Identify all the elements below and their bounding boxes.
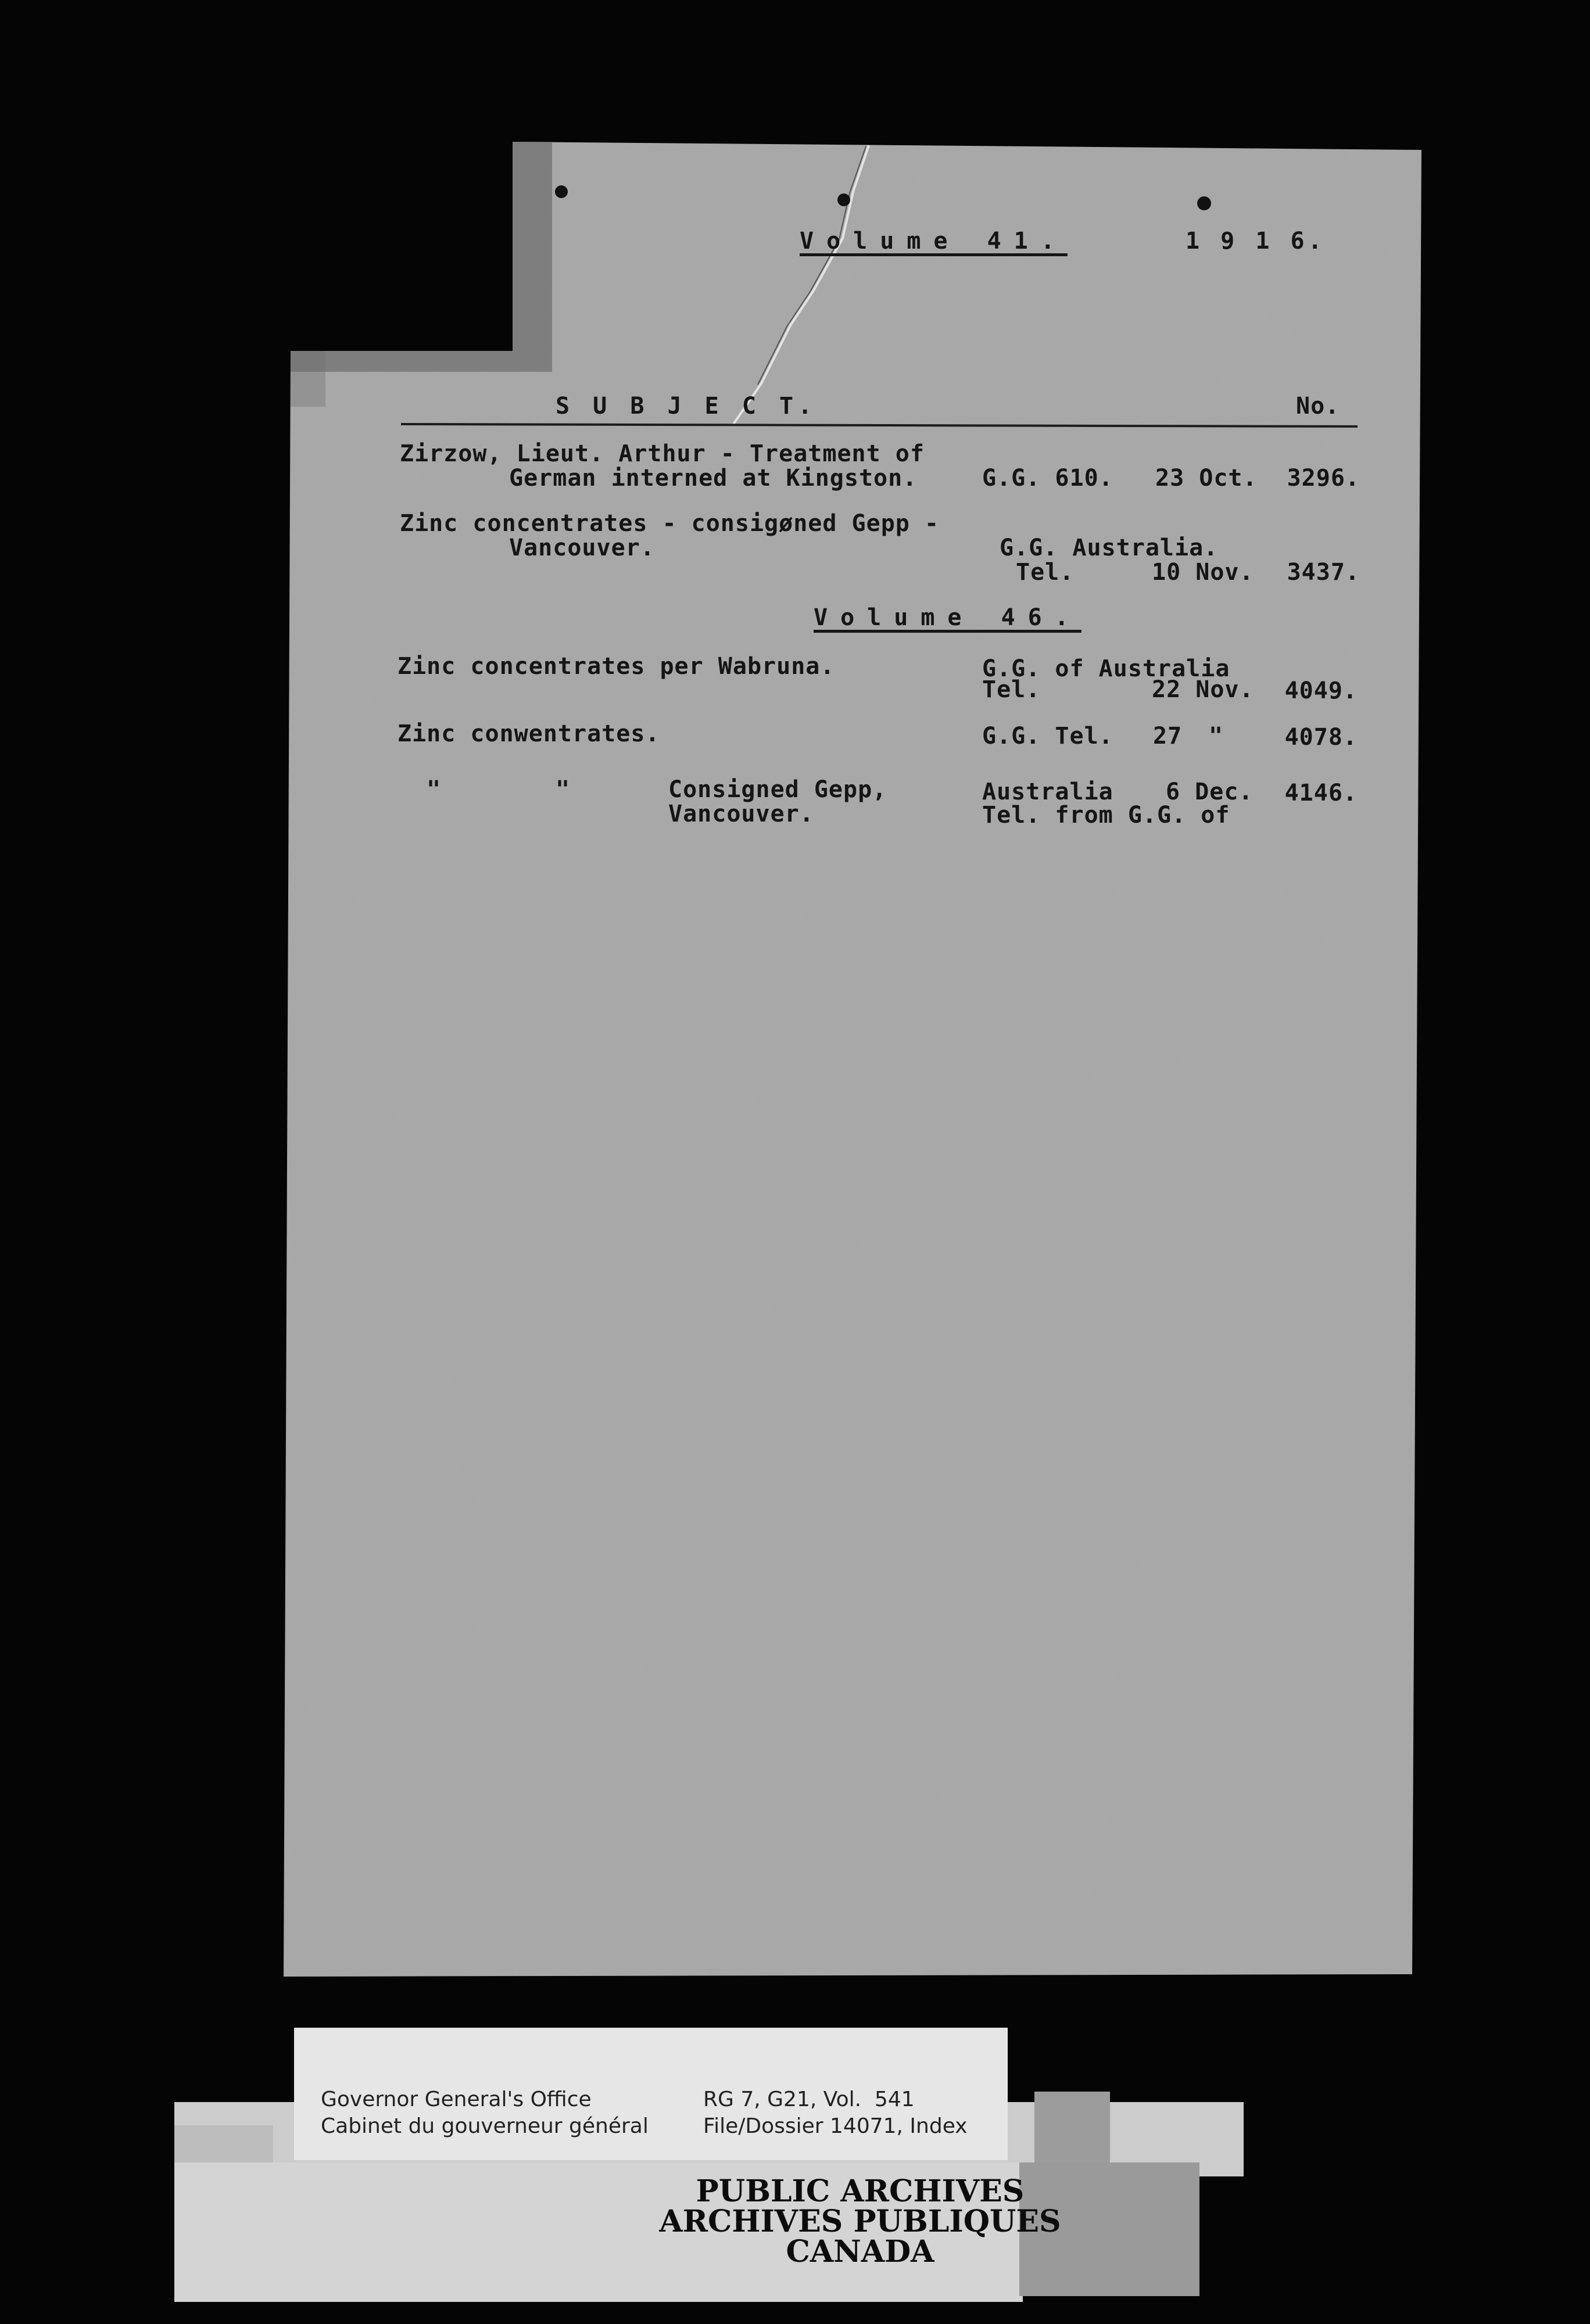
volume-heading: Volume 41.	[800, 228, 1068, 254]
entry-source: G.G. of Australia	[982, 655, 1230, 682]
entry-source-continued: Tel.	[1016, 559, 1075, 586]
entry-subject-continued: Vancouver.	[668, 801, 814, 827]
archive-reference: RG 7, G21, Vol. 541	[703, 2088, 915, 2111]
entry-number: 3296.	[1287, 465, 1360, 492]
entry-source: Australia	[982, 779, 1113, 805]
entry-number: 4049.	[1284, 677, 1358, 704]
stamp-line-3: CANADA	[786, 2234, 934, 2269]
entry-source-continued: Tel.	[982, 676, 1041, 703]
entry-subject-continued: German interned at Kingston.	[509, 465, 918, 492]
entry-subject: Zinc concentrates - consigøned Gepp -	[400, 510, 940, 537]
entry-number: 4078.	[1284, 724, 1358, 751]
entry-date: 27	[1153, 723, 1183, 749]
entry-number: 3437.	[1287, 559, 1360, 586]
number-column-header: No.	[1296, 393, 1340, 419]
entry-number: 4146.	[1284, 780, 1358, 806]
entry-source: G.G. Tel.	[982, 723, 1113, 749]
entry-date: 23 Oct.	[1155, 465, 1258, 492]
volume-heading-2: Volume 46.	[814, 604, 1082, 631]
ditto-mark: "	[556, 776, 571, 803]
stamp-line-2: ARCHIVES PUBLIQUES	[659, 2204, 1061, 2239]
subject-column-header: S U B J E C T.	[556, 393, 817, 419]
entry-source: G.G. 610.	[982, 465, 1113, 492]
office-english: Governor General's Office	[321, 2088, 592, 2111]
ditto-mark: "	[427, 776, 442, 803]
year: 1 9 1 6.	[1186, 228, 1326, 254]
punch-hole	[555, 185, 568, 198]
punch-hole	[837, 193, 850, 206]
office-french: Cabinet du gouverneur général	[321, 2114, 649, 2138]
entry-source-continued: Tel. from G.G. of	[982, 802, 1230, 829]
punch-hole	[1197, 196, 1211, 210]
entry-date: 10 Nov.	[1152, 559, 1254, 586]
archive-file: File/Dossier 14071, Index	[703, 2114, 968, 2138]
ditto-mark: "	[1209, 723, 1224, 749]
entry-subject: Zinc conwentrates.	[398, 720, 660, 747]
entry-date: 22 Nov.	[1152, 676, 1254, 703]
paper-sheet	[284, 142, 1421, 1977]
entry-date: 6 Dec.	[1166, 779, 1254, 805]
stamp-line-1: PUBLIC ARCHIVES	[696, 2174, 1025, 2209]
entry-source: G.G. Australia.	[1000, 535, 1219, 561]
entry-subject: Zirzow, Lieut. Arthur - Treatment of	[400, 440, 925, 467]
entry-subject: Consigned Gepp,	[668, 776, 887, 803]
entry-subject-continued: Vancouver.	[509, 535, 655, 561]
entry-subject: Zinc concentrates per Wabruna.	[398, 653, 835, 680]
